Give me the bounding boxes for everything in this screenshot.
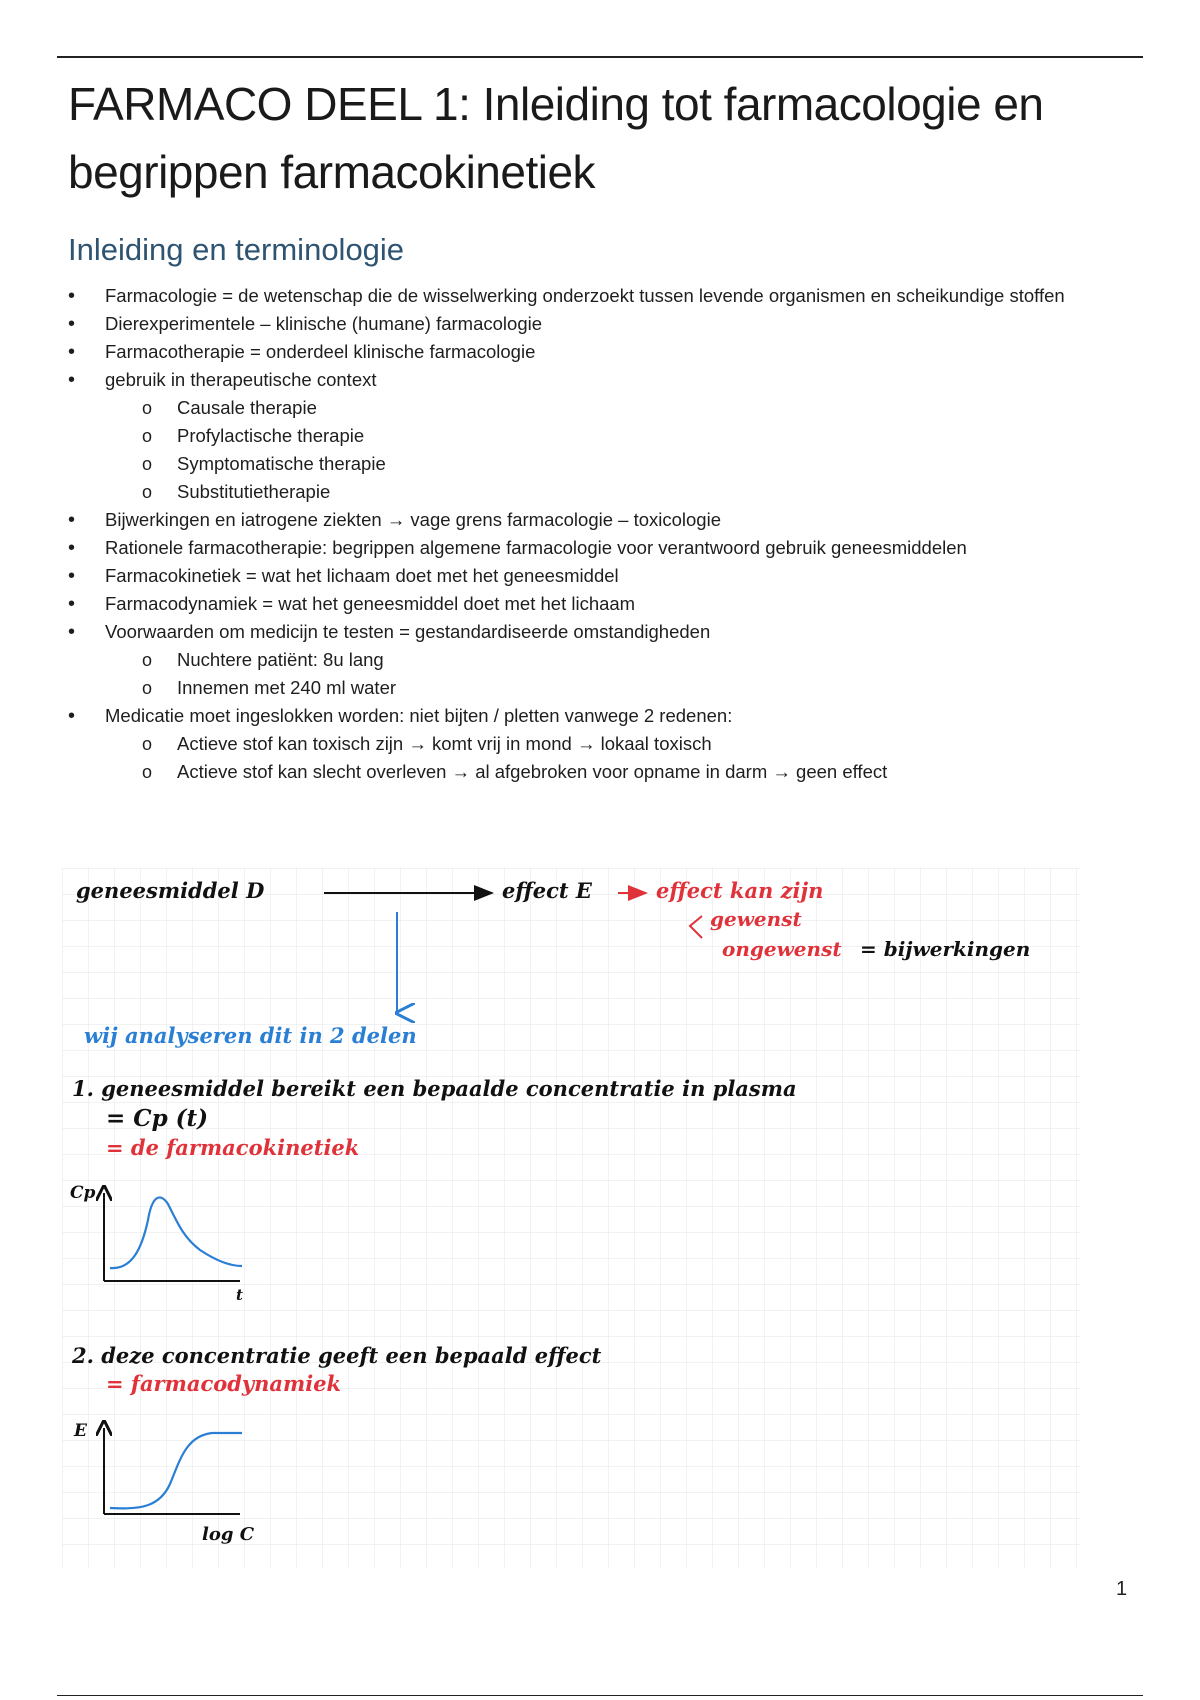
list-item: o Substitutietherapie xyxy=(62,478,1102,506)
section-heading: Inleiding en terminologie xyxy=(68,232,405,267)
list-item: • Rationele farmacotherapie: begrippen algemene farmacologie voor verantwoord gebruik geneesmiddelen xyxy=(62,534,1102,562)
list-item: • Farmacokinetiek = wat het lichaam doet met het geneesmiddel xyxy=(62,562,1102,590)
page-title: FARMACO DEEL 1: Inleiding tot farmacologie en begrippen farmacokinetiek xyxy=(68,78,1044,198)
top-rule xyxy=(57,56,1143,58)
note-analyse: wij analyseren dit in 2 delen xyxy=(84,1023,417,1048)
list-item: • gebruik in therapeutische context xyxy=(62,366,1102,394)
list-item: o Actieve stof kan slecht overleven → al afgebroken voor opname in darm → geen effect xyxy=(62,758,1102,786)
note-bijwerkingen: = bijwerkingen xyxy=(860,937,1031,961)
graph2-y-label: E xyxy=(74,1421,87,1441)
graph1-y-label: Cp xyxy=(70,1183,96,1203)
page-number: 1 xyxy=(1116,1578,1128,1600)
grid-paper xyxy=(62,868,1080,1568)
note-gewenst: gewenst xyxy=(710,907,802,931)
handwritten-notes xyxy=(62,868,1080,1568)
bullet-list xyxy=(62,282,1102,786)
list-item: o Nuchtere patiënt: 8u lang xyxy=(62,646,1102,674)
list-item: o Innemen met 240 ml water xyxy=(62,674,1102,702)
list-item: • Voorwaarden om medicijn te testen = gestandardiseerde omstandigheden xyxy=(62,618,1102,646)
list-item: o Actieve stof kan toxisch zijn → komt vrij in mond → lokaal toxisch xyxy=(62,730,1102,758)
bottom-rule xyxy=(57,1695,1143,1696)
list-item: • Bijwerkingen en iatrogene ziekten → vage grens farmacologie – toxicologie xyxy=(62,506,1102,534)
note-effect-kan-zijn: effect kan zijn xyxy=(656,878,824,903)
note-step1: 1. geneesmiddel bereikt een bepaalde concentratie in plasma xyxy=(72,1076,797,1101)
note-farmacokinetiek: = de farmacokinetiek xyxy=(106,1135,360,1160)
list-item: • Farmacologie = de wetenschap die de wisselwerking onderzoekt tussen levende organismen en scheikundige stoffen xyxy=(62,282,1102,310)
note-step2: 2. deze concentratie geeft een bepaald effect xyxy=(72,1343,602,1368)
note-ongewenst: ongewenst xyxy=(722,937,842,961)
note-geneesmiddel: geneesmiddel D xyxy=(76,878,265,903)
note-cp-t: = Cp (t) xyxy=(106,1105,209,1132)
list-item: o Symptomatische therapie xyxy=(62,450,1102,478)
note-effect: effect E xyxy=(502,878,592,903)
note-farmacodynamiek: = farmacodynamiek xyxy=(106,1371,342,1396)
list-item: o Profylactische therapie xyxy=(62,422,1102,450)
graph2-x-label: log C xyxy=(202,1524,255,1545)
list-item: • Medicatie moet ingeslokken worden: niet bijten / pletten vanwege 2 redenen: xyxy=(62,702,1102,730)
list-item: • Farmacodynamiek = wat het geneesmiddel doet met het lichaam xyxy=(62,590,1102,618)
list-item: • Farmacotherapie = onderdeel klinische farmacologie xyxy=(62,338,1102,366)
list-item: • Dierexperimentele – klinische (humane) farmacologie xyxy=(62,310,1102,338)
graph1-x-label: t xyxy=(236,1286,243,1304)
list-item: o Causale therapie xyxy=(62,394,1102,422)
